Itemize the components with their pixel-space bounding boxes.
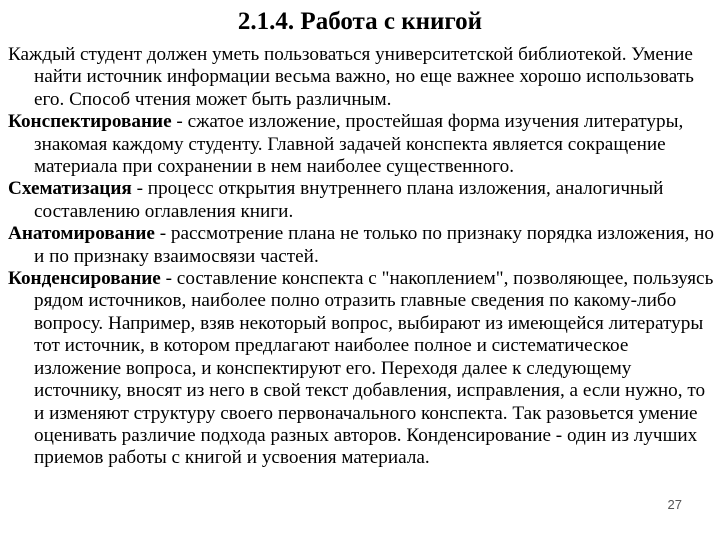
method-anatomirovanie (8, 223, 714, 268)
method-definition: - рассмотрение плана не только по признаку порядка изложения, но и по признаку взаимосвязи частей. (34, 223, 715, 267)
method-term: Конденсирование (8, 268, 161, 290)
intro-text: Каждый студент должен уметь пользоваться университетской библиотекой. Умение найти источник информации весьма важно, но еще важнее хорошо использовать его. Способ чтения может быть различным. (8, 44, 694, 110)
page-number: 27 (667, 497, 682, 512)
slide-body (8, 44, 714, 470)
method-term: Схематизация (8, 178, 132, 200)
slide-title: 2.1.4. Работа с книгой (237, 8, 483, 35)
method-definition: - составление конспекта с "накоплением", позволяющее, пользуясь рядом источников, наиболее полно отразить главные сведения по какому-либо вопросу. Например, взяв некоторый вопрос, выбирают из имеющейся литературы тот источник, в котором предлагают наиболее полное и систематическое изложение вопроса, и конспектируют его. Переходя далее к следующему источнику, вносят из него в свой текст добавления, исправления, а если нужно, то и изменяют структуру своего первоначального конспекта. Так разовьется умение оценивать различие подхода разных авторов. Конденсирование - один из лучших приемов работы с книгой и усвоения материала. (34, 268, 714, 469)
intro-paragraph (8, 44, 714, 111)
method-kondensirovanie (8, 268, 714, 470)
method-term: Конспектирование (8, 111, 172, 133)
method-konspektirovanie (8, 111, 714, 178)
method-term: Анатомирование (8, 223, 155, 245)
method-definition: - процесс открытия внутреннего плана изложения, аналогичный составлению оглавления книги. (34, 178, 664, 222)
method-definition: - сжатое изложение, простейшая форма изучения литературы, знакомая каждому студенту. Главной задачей конспекта является сокращение материала при сохранении в нем наиболее существенного. (34, 111, 684, 178)
method-skhematizatsiya (8, 178, 714, 223)
